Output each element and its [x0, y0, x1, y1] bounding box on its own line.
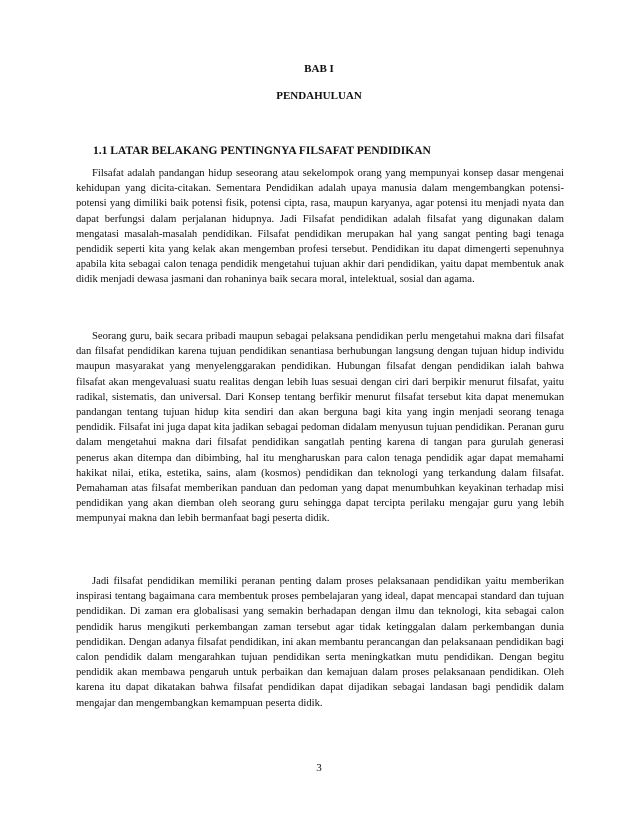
- paragraph-2: Seorang guru, baik secara pribadi maupun sebagai pelaksana pendidikan perlu mengetahui makna dari filsafat dan filsafat pendidikan karena tujuan pendidikan senantiasa berhubungan langsung dengan tujuan hidup individu maupun masyarakat yang menyelenggarakan pendidikan. Hubungan filsafat dengan pendidikan ialah bahwa filsafat akan mengevaluasi suatu realitas dengan lebih luas sesuai dengan ciri dari berpikir menurut filsafat, yaitu radikal, sistematis, dan universal. Dari Konsep tentang berfikir menurut filsafat tersebut kita dapat menemukan pandangan tentang tujuan hidup kita sendiri dan akan berguna bagi kita yang ingin menjadi seorang tenaga pendidik. Filsafat ini juga dapat kita jadikan sebagai pedoman didalam menyusun tujuan pendidikan. Peranan guru dalam mengetahui makna dari filsafat pendidikan sangatlah penting karena di tangan para gurulah generasi penerus akan ditempa dan dibimbing, hal itu mengharuskan para calon tenaga pendidik agar dapat memahami hakikat nilai, etika, estetika, sains, alam (kosmos) pendidikan dan teknologi yang terkandung dalam filsafat. Pemahaman atas filsafat memberikan panduan dan pedoman yang dapat menumbuhkan keyakinan terhadap misi pendidikan yang akan diemban oleh seorang guru sehingga dapat tercipta perilaku mengajar guru yang lebih mempunyai makna dan lebih bermanfaat bagi peserta didik.: [76, 331, 564, 525]
- chapter-title: PENDAHULUAN: [276, 90, 362, 102]
- chapter-number: BAB I: [304, 63, 334, 75]
- section-heading: 1.1 LATAR BELAKANG PENTINGNYA FILSAFAT PENDIDIKAN: [93, 145, 431, 157]
- paragraph-3: Jadi filsafat pendidikan memiliki peranan penting dalam proses pelaksanaan pendidikan yaitu memberikan inspirasi tentang bagaimana cara membentuk proses pembelajaran yang ideal, dapat mencapai standard dan tujuan pendidikan. Di zaman era globalisasi yang semakin berhadapan dengan ilmu dan teknologi, kita sebagai calon pendidik harus mengikuti perkembangan zaman tersebut agar tidak ketinggalan dalam perkembangan dunia pendidikan. Dengan adanya filsafat pendidikan, ini akan membantu perancangan dan pelaksanaan pendidikan bagi calon pendidik dalam mengarahkan tujuan pendidikan serta meningkatkan mutu pendidikan. Dengan begitu pendidik akan membawa pengaruh untuk perbaikan dan kemajuan dalam proses pelaksanaan pendidikan. Oleh karena itu dapat dikatakan bahwa filsafat pendidikan dapat dijadikan sebagai landasan bagi pendidik dalam mengajar dan mengembangkan kemampuan peserta didik.: [76, 576, 564, 709]
- page-number: 3: [316, 762, 322, 774]
- paragraph-1: Filsafat adalah pandangan hidup seseorang atau sekelompok orang yang mempunyai konsep dasar mengenai kehidupan yang dicita-citakan. Sementara Pendidikan adalah upaya manusia dalam mengembangkan potensi-potensi yang dimiliki baik potensi fisik, potensi cipta, rasa, maupun karyanya, agar potensi itu menjadi nyata dan dapat berfungsi dalam perjalanan hidupnya. Jadi Filsafat pendidikan adalah filsafat yang digunakan dalam mengatasi masalah-masalah pendidikan. Filsafat pendidikan merupakan hal yang sangat penting bagi tenaga pendidik seperti kita yang kelak akan mengemban profesi tersebut. Pendidikan itu dapat dimengerti sepenuhnya apabila kita sebagai calon tenaga pendidik mengetahui tujuan akhir dari pendidikan, yaitu dapat membentuk anak didik menjadi dewasa jasmani dan rohaninya baik secara moral, intelektual, sosial dan agama.: [76, 168, 564, 286]
